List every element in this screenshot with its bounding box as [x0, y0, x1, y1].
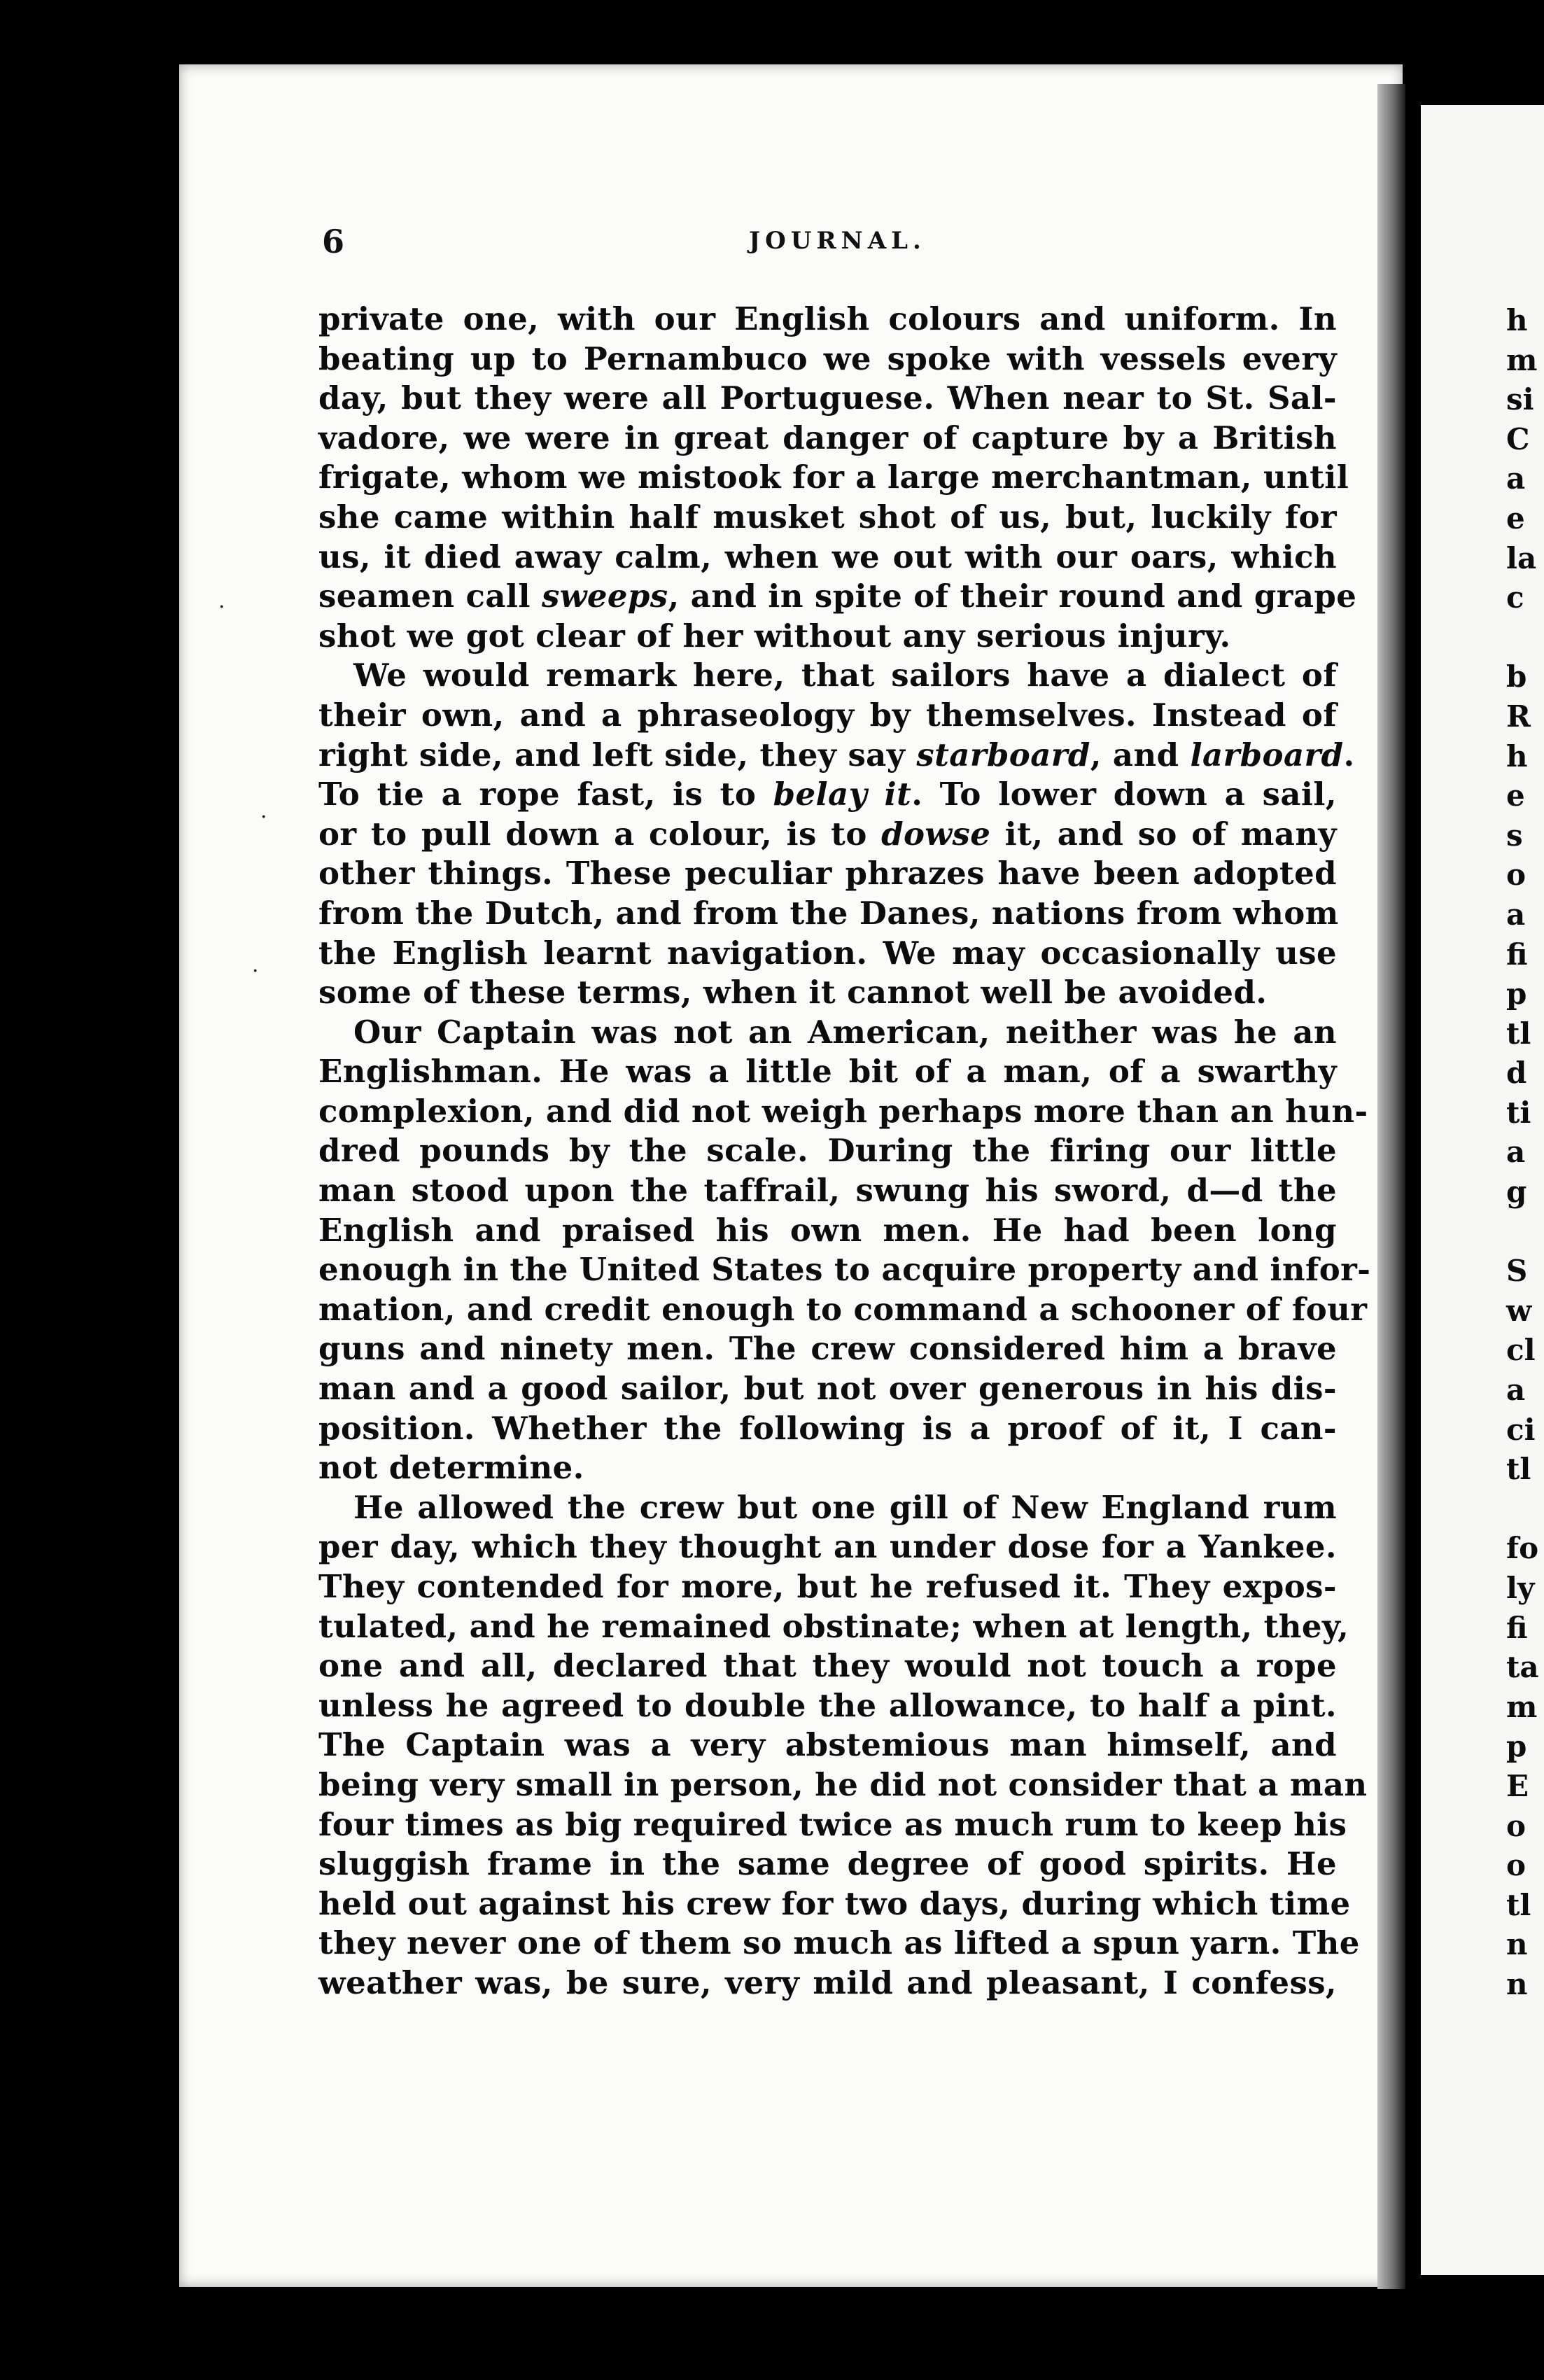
margin-speck: · [260, 805, 267, 830]
facing-page-fragment: fi [1506, 1610, 1528, 1645]
text-line: per day, which they thought an under dose for a Yankee. [318, 1528, 1337, 1566]
facing-page-fragment: ci [1506, 1412, 1536, 1447]
facing-page-fragment: b [1506, 659, 1527, 694]
text-line: To tie a rope fast, is to belay it. To lower down a sail, [318, 776, 1337, 813]
facing-page-fragment: ly [1506, 1571, 1535, 1605]
page-gutter-shadow [1377, 84, 1405, 2289]
text-line: man stood upon the taffrail, swung his sword, d—d the [318, 1172, 1337, 1210]
text-line: some of these terms, when it cannot well be avoided. [318, 974, 1268, 1011]
facing-page-fragment: tl [1506, 1016, 1531, 1051]
text-line: private one, with our English colours and uniform. In [318, 300, 1337, 337]
facing-page-fragment: c [1506, 580, 1524, 615]
text-line: not determine. [318, 1449, 584, 1487]
italic-term: dowse [881, 815, 991, 853]
facing-page-fragment: a [1506, 1135, 1526, 1170]
text-line: being very small in person, he did not consider that a man [318, 1765, 1368, 1803]
facing-page-fragment [1506, 1490, 1544, 1530]
facing-page-fragment: o [1506, 1808, 1527, 1843]
facing-page-fragment: s [1506, 818, 1523, 853]
page-number: 6 [322, 223, 345, 260]
facing-page-fragment: p [1506, 976, 1527, 1011]
facing-page-fragment: n [1506, 1927, 1528, 1962]
text-line: shot we got clear of her without any serious injury. [318, 617, 1231, 654]
italic-term: sweeps [541, 578, 668, 615]
facing-page-fragment [1506, 1212, 1544, 1252]
italic-term: larboard [1190, 736, 1344, 774]
facing-page-fragment: m [1506, 1689, 1538, 1724]
facing-page-fragment: ti [1506, 1095, 1531, 1130]
running-head: JOURNAL. [749, 227, 926, 255]
italic-term: belay it [773, 776, 912, 813]
facing-page-fragment: o [1506, 1848, 1527, 1883]
facing-page-fragment: e [1506, 500, 1525, 536]
text-line: from the Dutch, and from the Danes, nations from whom [318, 894, 1339, 932]
text-line: vadore, we were in great danger of capture by a British [318, 419, 1337, 456]
facing-page-fragment [1506, 618, 1544, 658]
text-line: one and all, declared that they would not touch a rope [318, 1647, 1337, 1685]
text-line: English and praised his own men. He had been long [318, 1211, 1337, 1249]
text-line: guns and ninety men. The crew considered him a brave [318, 1330, 1337, 1368]
facing-page-fragment: a [1506, 897, 1526, 932]
facing-page-fragment: si [1506, 382, 1534, 417]
text-line: Englishman. He was a little bit of a man, of a swarthy [318, 1053, 1337, 1091]
facing-page-fragment: S [1506, 1254, 1528, 1289]
text-line: weather was, be sure, very mild and pleasant, I confess, [318, 1963, 1337, 2001]
text-line: held out against his crew for two days, during which time [318, 1884, 1351, 1922]
text-line: they never one of them so much as lifted a spun yarn. The [318, 1924, 1360, 1962]
facing-page-fragment: fo [1506, 1531, 1539, 1566]
text-line: complexion, and did not weigh perhaps more than an hun- [318, 1092, 1368, 1130]
facing-page-fragment: e [1506, 778, 1525, 813]
text-line: man and a good sailor, but not over generous in his dis- [318, 1370, 1337, 1408]
text-line: dred pounds by the scale. During the firing our little [318, 1132, 1337, 1170]
text-line: day, but they were all Portuguese. When near to St. Sal- [318, 379, 1337, 417]
text-line: The Captain was a very abstemious man himself, and [318, 1726, 1337, 1764]
text-line: We would remark here, that sailors have a dialect of [353, 657, 1337, 694]
facing-page-fragment: a [1506, 1373, 1526, 1408]
text-line: Our Captain was not an American, neither was he an [353, 1013, 1337, 1051]
facing-page-fragment: h [1506, 738, 1528, 774]
text-line: four times as big required twice as much rum to keep his [318, 1805, 1347, 1843]
page-header [322, 223, 1344, 265]
text-line: seamen call sweeps, and in spite of their round and grape [318, 578, 1357, 615]
margin-speck: · [218, 595, 225, 620]
text-line: They contended for more, but he refused it. They expos- [318, 1568, 1337, 1605]
text-line: beating up to Pernambuco we spoke with vessels every [318, 340, 1337, 377]
text-line: unless he agreed to double the allowance, to half a pint. [318, 1686, 1337, 1724]
text-line: us, it died away calm, when we out with our oars, which [318, 538, 1337, 575]
facing-page-fragment: tl [1506, 1452, 1531, 1487]
facing-page-fragment: o [1506, 858, 1527, 892]
text-line: position. Whether the following is a proof of it, I can- [318, 1409, 1337, 1447]
text-line: sluggish frame in the same degree of good spirits. He [318, 1845, 1337, 1883]
text-line: right side, and left side, they say starboard, and larboard [318, 736, 1344, 774]
facing-page-fragment: C [1506, 421, 1530, 456]
text-line: He allowed the crew but one gill of New England rum [353, 1488, 1337, 1526]
facing-page-fragment: m [1506, 342, 1538, 377]
facing-page-fragment: d [1506, 1056, 1527, 1091]
italic-term: starboard [916, 736, 1090, 774]
facing-page-fragment: a [1506, 461, 1526, 496]
facing-page-fragment: ta [1506, 1650, 1539, 1685]
facing-page-fragment: R [1506, 699, 1531, 734]
facing-page-fragment: h [1506, 303, 1528, 337]
facing-page-text-fragments [1506, 301, 1544, 2005]
text-line: tulated, and he remained obstinate; when at length, they, [318, 1607, 1349, 1645]
text-line: mation, and credit enough to command a schooner of four [318, 1290, 1368, 1328]
facing-page-fragment: la [1506, 540, 1537, 575]
facing-page-fragment: g [1506, 1175, 1527, 1210]
facing-page-fragment: n [1506, 1966, 1528, 2001]
text-line: the English learnt navigation. We may occasionally use [318, 934, 1337, 972]
facing-page-fragment: E [1506, 1768, 1529, 1803]
text-line: frigate, whom we mistook for a large merchantman, until [318, 458, 1349, 496]
text-line: their own, and a phraseology by themselves. Instead of [318, 696, 1337, 734]
body-text [318, 300, 1371, 2003]
text-line: enough in the United States to acquire property and infor- [318, 1251, 1371, 1289]
text-line: or to pull down a colour, is to dowse it, and so of many [318, 815, 1337, 853]
facing-page-fragment: fi [1506, 937, 1528, 972]
facing-page-fragment: w [1506, 1293, 1532, 1328]
margin-speck: · [252, 959, 259, 983]
text-line: she came within half musket shot of us, but, luckily for [318, 498, 1337, 536]
facing-page-fragment: tl [1506, 1887, 1531, 1922]
text-line: other things. These peculiar phrazes have been adopted [318, 855, 1337, 892]
facing-page-fragment: p [1506, 1729, 1527, 1764]
facing-page-fragment: cl [1506, 1333, 1536, 1368]
